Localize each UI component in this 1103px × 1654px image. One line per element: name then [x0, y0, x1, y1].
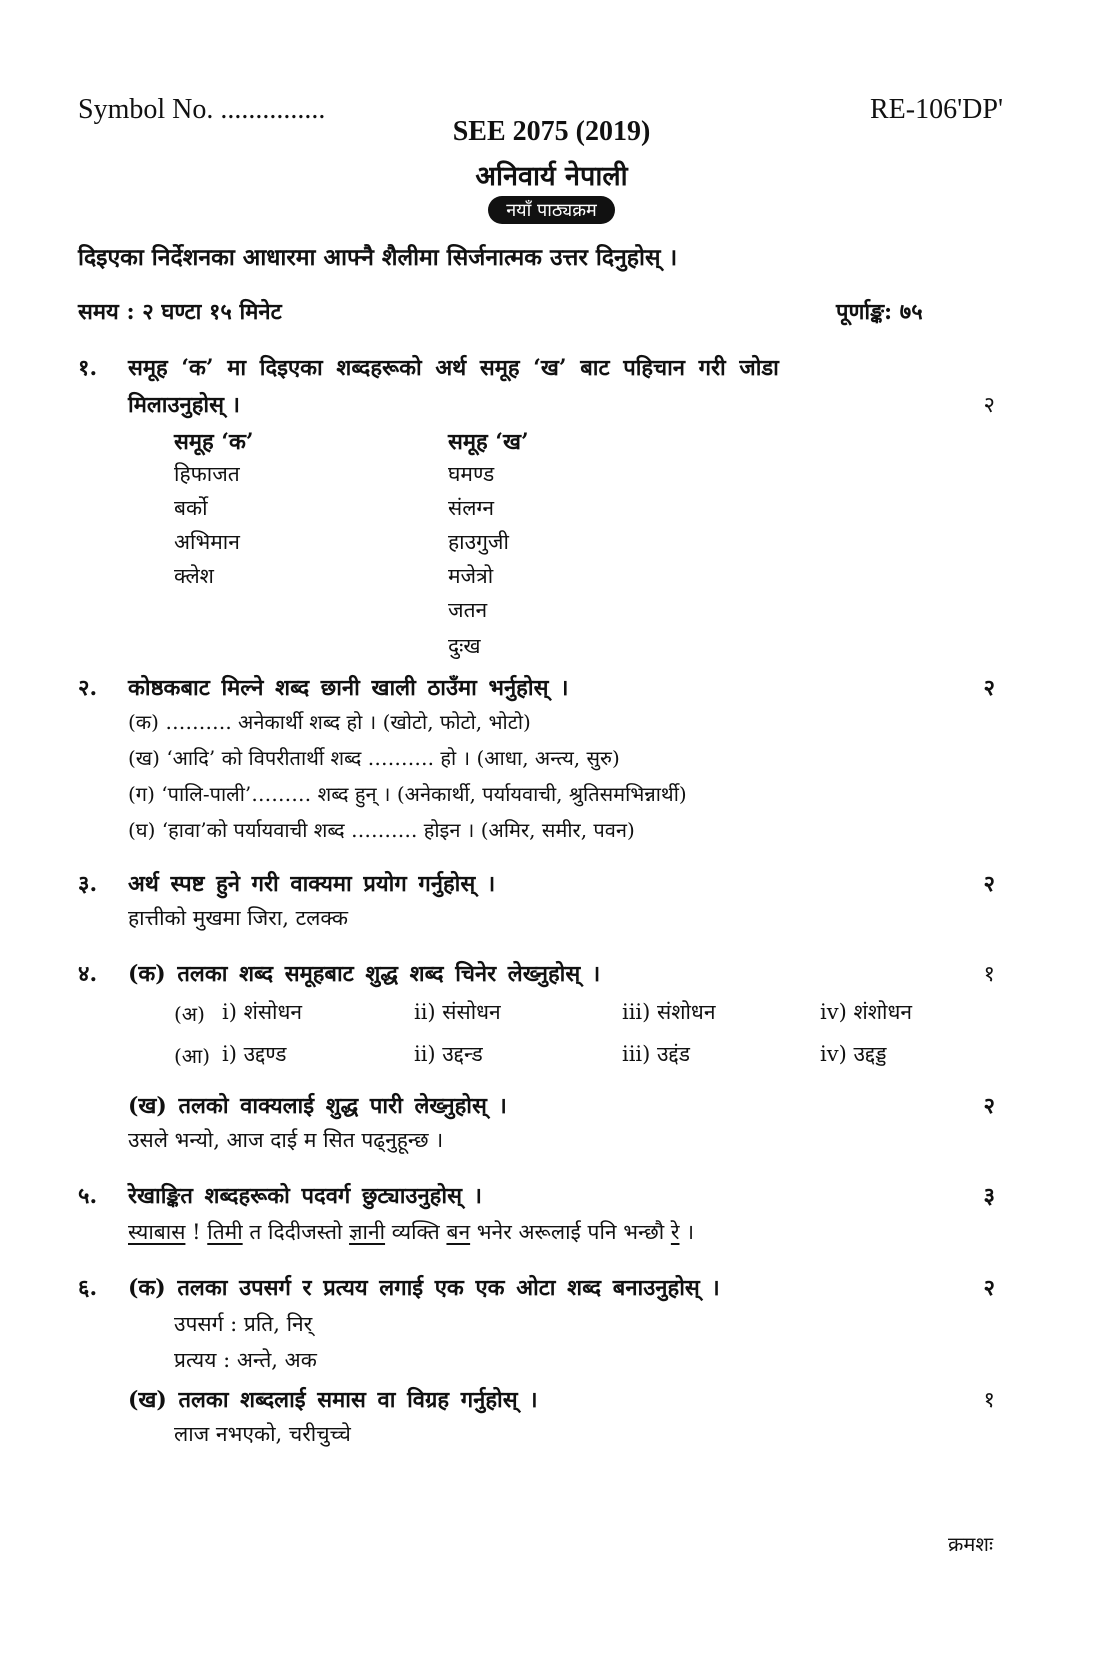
word: अरूलाई: [518, 1220, 581, 1244]
word: दिदीजस्तो: [268, 1220, 343, 1244]
curriculum-badge: नयाँ पाठ्यक्रम: [488, 196, 615, 224]
q5-number: ५.: [78, 1183, 98, 1209]
group-a-item: हिफाजत: [174, 462, 240, 486]
q6a-line2: प्रत्यय : अन्ते, अक: [174, 1348, 317, 1372]
q4b-text: (ख) तलको वाक्यलाई शुद्ध पारी लेख्नुहोस् ।: [128, 1093, 507, 1119]
q6-number: ६.: [78, 1275, 98, 1301]
exam-title: SEE 2075 (2019): [452, 116, 651, 147]
word: ।: [686, 1220, 695, 1244]
q4b-body: उसले भन्यो, आज दाई म सित पढ्नुहून्छ ।: [128, 1128, 444, 1152]
q4-row1-label: (अ): [174, 1002, 205, 1026]
q4-option: ii) संसोधन: [414, 1000, 501, 1024]
q6a-text: (क) तलका उपसर्ग र प्रत्यय लगाई एक एक ओटा शब्द बनाउनुहोस् ।: [128, 1275, 720, 1301]
group-b-item: हाउगुजी: [448, 530, 509, 554]
q4-option: i) शंसोधन: [222, 1000, 303, 1024]
paper-code: RE-106'DP': [870, 94, 1003, 125]
q6a-line1: उपसर्ग : प्रति, निर्: [174, 1312, 313, 1336]
q4-option: iv) शंशोधन: [820, 1000, 913, 1024]
q4-option: iii) संशोधन: [622, 1000, 716, 1024]
group-b-title: समूह ‘ख’: [448, 429, 529, 455]
q2-marks: २: [983, 675, 995, 701]
word: पनि: [587, 1220, 617, 1244]
q4-number: ४.: [78, 961, 98, 987]
group-b-item: संलग्न: [448, 496, 494, 520]
group-b-item: मजेत्रो: [448, 564, 494, 588]
group-b-item: दुःख: [448, 634, 481, 658]
word: !: [192, 1220, 201, 1244]
q6b-marks: १: [983, 1388, 995, 1413]
q2-text: कोष्ठकबाट मिल्ने शब्द छानी खाली ठाउँमा भर्नुहोस् ।: [128, 675, 569, 701]
q2-item: (ग) ‘पालि-पाली’……… शब्द हुन् । (अनेकार्थी, पर्यायवाची, श्रुतिसमभिन्नार्थी): [128, 782, 687, 806]
symbol-number: Symbol No. ...............: [78, 94, 326, 125]
q3-marks: २: [983, 871, 995, 897]
q1-text-line1: समूह ‘क’ मा दिइएका शब्दहरूको अर्थ समूह ‘ख’ बाट पहिचान गरी जोडा: [128, 355, 779, 381]
group-b-item: जतन: [448, 598, 488, 622]
word: भनेर: [476, 1220, 512, 1244]
underlined-word: रे: [670, 1220, 680, 1244]
group-a-item: अभिमान: [174, 530, 240, 554]
group-a-item: क्लेश: [174, 564, 214, 588]
q4-option: ii) उद्दन्ड: [414, 1042, 483, 1066]
q6b-text: (ख) तलका शब्दलाई समास वा विग्रह गर्नुहोस् ।: [128, 1387, 538, 1413]
group-a-item: बर्को: [174, 496, 208, 520]
q5-marks: ३: [983, 1183, 995, 1209]
underlined-word: तिमी: [207, 1220, 243, 1244]
q3-body: हात्तीको मुखमा जिरा, टलक्क: [128, 906, 348, 930]
group-a-title: समूह ‘क’: [174, 429, 254, 455]
continued-note: क्रमशः: [948, 1532, 993, 1556]
q4-option: iv) उद्दड्ड: [820, 1042, 887, 1066]
word: त: [249, 1220, 262, 1244]
subject-title: अनिवार्य नेपाली: [475, 161, 628, 192]
time-allowed: समय : २ घण्टा १५ मिनेट: [78, 299, 282, 325]
q3-number: ३.: [78, 871, 98, 897]
q4a-text: (क) तलका शब्द समूहबाट शुद्ध शब्द चिनेर लेख्नुहोस् ।: [128, 961, 601, 987]
q6b-body: लाज नभएको, चरीचुच्चे: [174, 1422, 351, 1446]
underlined-word: बन: [446, 1220, 471, 1244]
q4-option: iii) उद्दंड: [622, 1042, 690, 1066]
word: भन्छौ: [623, 1220, 665, 1244]
full-marks: पूर्णाङ्क: ७५: [836, 299, 923, 325]
q4-row2-label: (आ): [174, 1044, 211, 1068]
q5-text: रेखाङ्कित शब्दहरूको पदवर्ग छुट्याउनुहोस् ।: [128, 1183, 482, 1209]
q2-item: (ख) ‘आदि’ को विपरीतार्थी शब्द ………. हो । (आधा, अन्त्य, सुरु): [128, 746, 620, 770]
q6a-marks: २: [983, 1275, 995, 1301]
q1-number: १.: [78, 355, 98, 381]
q3-text: अर्थ स्पष्ट हुने गरी वाक्यमा प्रयोग गर्नुहोस् ।: [128, 871, 496, 897]
q5-sentence: [128, 1218, 694, 1246]
general-instruction: दिइएका निर्देशनका आधारमा आफ्नै शैलीमा सिर्जनात्मक उत्तर दिनुहोस् ।: [78, 244, 678, 271]
curriculum-badge-wrap: [0, 196, 1103, 224]
q4-option: i) उद्दण्ड: [222, 1042, 287, 1066]
underlined-word: स्याबास: [128, 1220, 186, 1244]
q1-marks: २: [983, 393, 995, 418]
q2-number: २.: [78, 675, 98, 701]
q1-text-line2: मिलाउनुहोस् ।: [128, 392, 240, 418]
group-b-item: घमण्ड: [448, 462, 495, 486]
q2-item: (घ) ‘हावा’को पर्यायवाची शब्द ………. होइन । (अमिर, समीर, पवन): [128, 818, 635, 842]
q2-item: (क) ………. अनेकार्थी शब्द हो । (खोटो, फोटो, भोटो): [128, 710, 531, 734]
q4b-marks: २: [983, 1093, 995, 1119]
underlined-word: ज्ञानी: [349, 1220, 386, 1244]
q4a-marks: १: [983, 962, 995, 987]
word: व्यक्ति: [391, 1220, 440, 1244]
